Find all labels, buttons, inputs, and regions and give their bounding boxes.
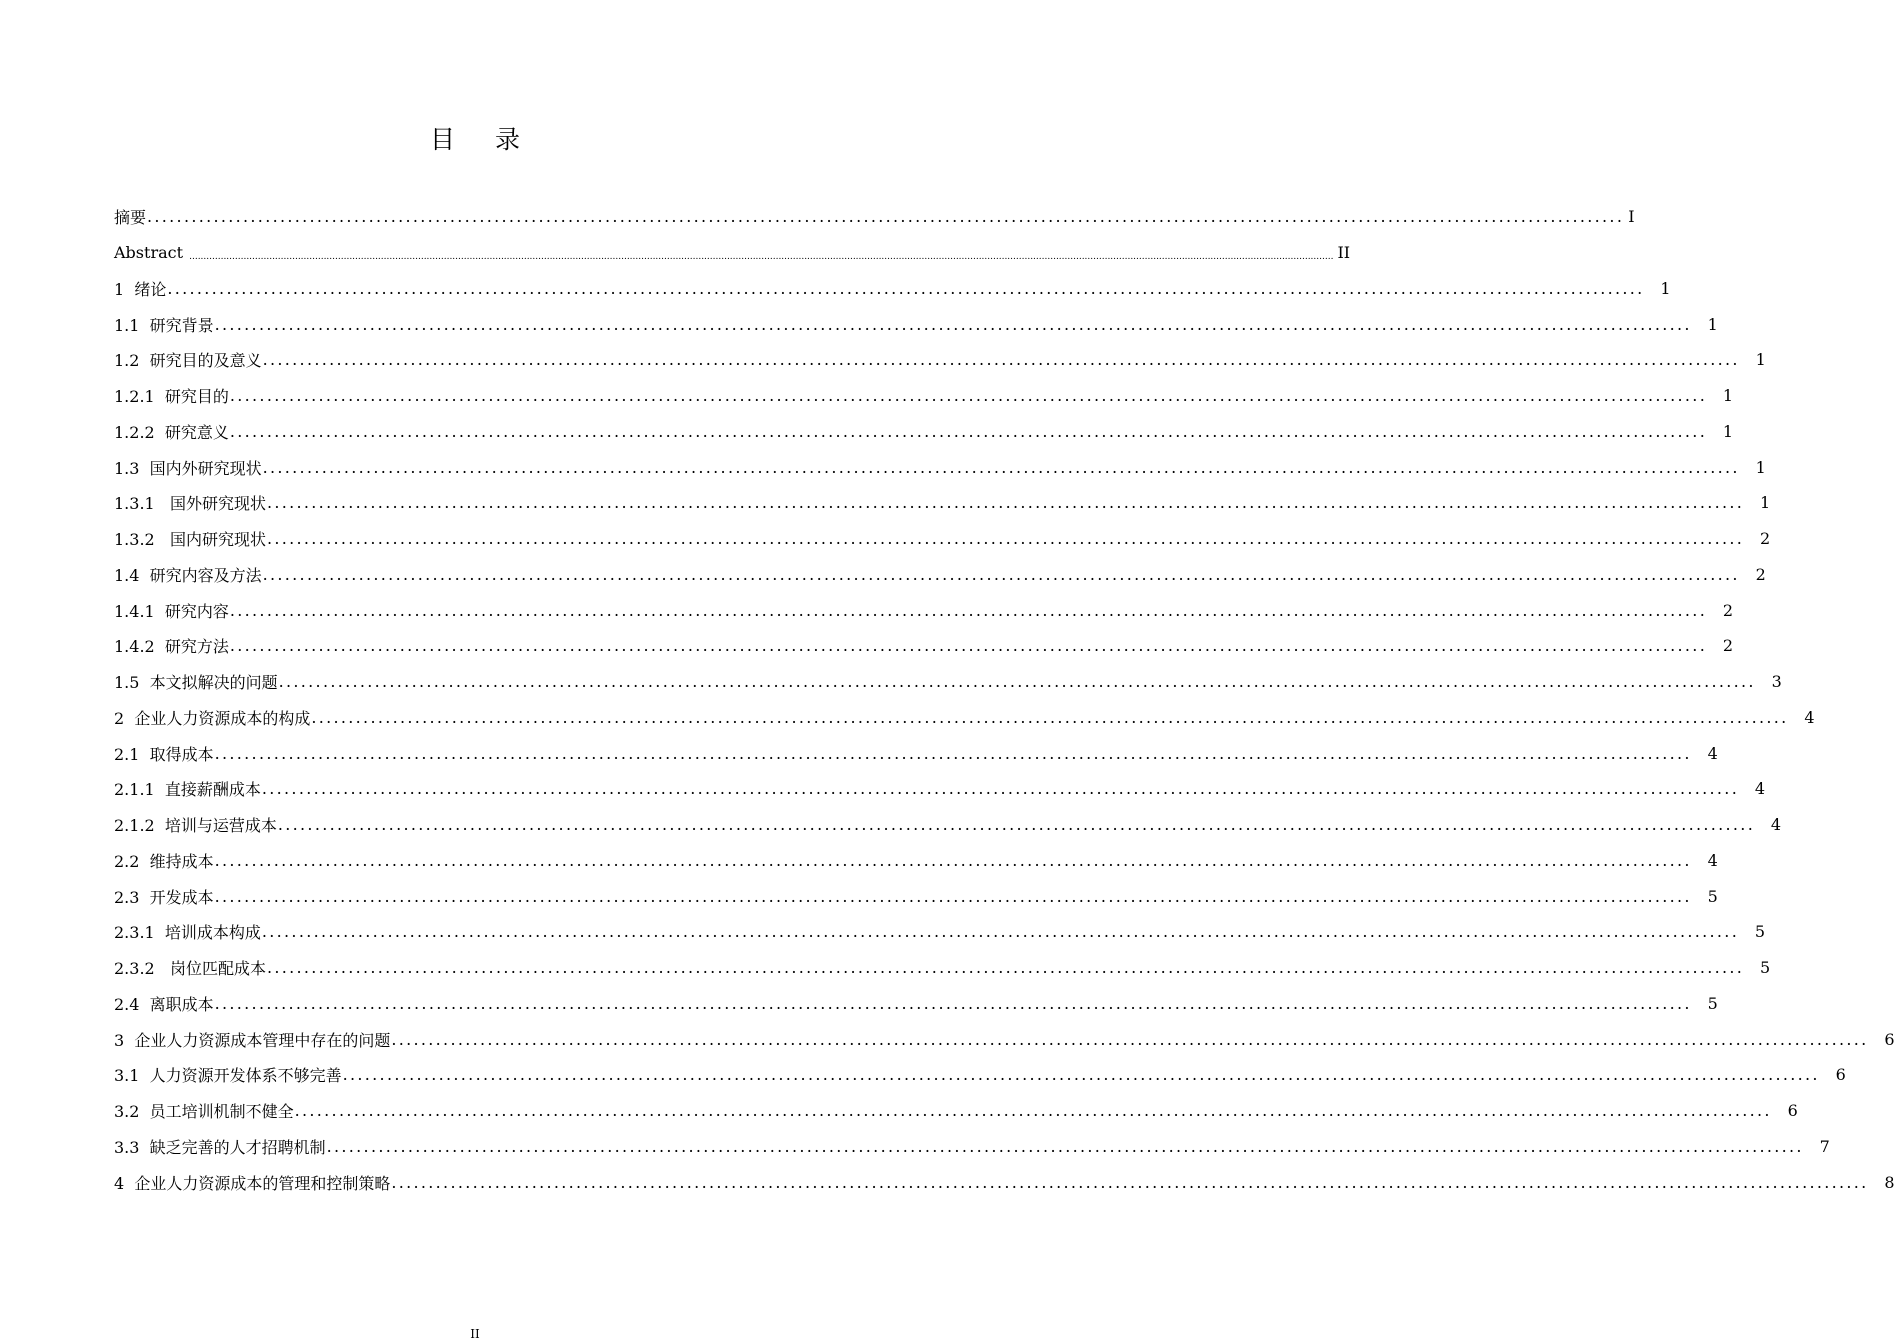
toc-entry-label: 2.2 维持成本	[114, 851, 214, 871]
toc-entry-page: 5	[1707, 993, 1718, 1013]
toc-entry-label: 1 绪论	[114, 279, 167, 299]
toc-entry-page: 4	[1707, 850, 1718, 870]
toc-entry-page: 2	[1759, 529, 1771, 549]
toc-entry-page: 1	[1755, 457, 1766, 477]
toc-dot-leader: ........................................................................................................................................................................................................	[214, 993, 1692, 1013]
toc-entry[interactable]	[114, 521, 1771, 557]
toc-dot-leader: ........................................................................................................................................................................................................	[147, 207, 1625, 227]
toc-dot-leader: ........................................................................................................................................................................................................	[214, 743, 1692, 763]
toc-entry-page: 1	[1759, 493, 1771, 513]
toc-entry-page: 5	[1754, 922, 1766, 942]
toc-entry-page: 4	[1804, 707, 1815, 727]
toc-entry[interactable]	[114, 1093, 1798, 1129]
toc-entry-page: 4	[1754, 779, 1766, 799]
toc-entry-label: 2.1.1 直接薪酬成本	[114, 780, 261, 800]
toc-entry-page: 1	[1722, 421, 1734, 441]
toc-entry-label: 1.2.2 研究意义	[114, 422, 229, 442]
toc-entry-label: 1.2 研究目的及意义	[114, 351, 262, 371]
toc-entry-page: 4	[1707, 743, 1718, 763]
toc-dot-leader: ........................................................................................................................................................................................................	[294, 1101, 1772, 1121]
toc-entry-page: 5	[1759, 958, 1771, 978]
toc-entry[interactable]	[114, 843, 1718, 879]
table-of-contents	[114, 199, 1895, 1200]
toc-dot-leader: ........................................................................................................................................................................................................	[229, 600, 1708, 620]
toc-dot-leader: ........................................................................................................................................................................................................	[229, 386, 1708, 406]
toc-dot-leader: ........................................................................................................................................................................................................	[229, 421, 1708, 441]
toc-entry-label: 1.2.1 研究目的	[114, 387, 229, 407]
toc-entry-page: 2	[1722, 600, 1734, 620]
toc-entry[interactable]	[114, 306, 1718, 342]
toc-entry-label: 3.3 缺乏完善的人才招聘机制	[114, 1137, 326, 1157]
toc-dot-leader: ........................................................................................................................................................................................................	[262, 564, 1740, 584]
toc-dot-leader: ................................................................................................................................................................................................................................................................................................................................................................................................................	[189, 251, 1334, 262]
toc-entry[interactable]	[114, 878, 1718, 914]
toc-dot-leader: ........................................................................................................................................................................................................	[261, 922, 1740, 942]
page-footer-number: II	[470, 1327, 480, 1341]
toc-entry-label: Abstract	[114, 243, 189, 263]
toc-entry-label: 4 企业人力资源成本的管理和控制策略	[114, 1173, 391, 1193]
toc-entry[interactable]	[114, 771, 1766, 807]
toc-entry-label: 3.2 员工培训机制不健全	[114, 1102, 294, 1122]
toc-entry[interactable]	[114, 664, 1782, 700]
toc-dot-leader: ........................................................................................................................................................................................................	[342, 1065, 1820, 1085]
toc-entry-label: 1.3 国内外研究现状	[114, 458, 262, 478]
toc-entry[interactable]	[114, 986, 1718, 1022]
toc-dot-leader: ........................................................................................................................................................................................................	[391, 1029, 1869, 1049]
toc-entry-label: 2.4 离职成本	[114, 994, 214, 1014]
toc-entry-page: 6	[1835, 1065, 1846, 1085]
toc-entry[interactable]	[114, 199, 1635, 235]
toc-entry-label: 2.3.2 岗位匹配成本	[114, 959, 266, 979]
toc-dot-leader: ........................................................................................................................................................................................................	[167, 278, 1645, 298]
toc-entry[interactable]	[114, 485, 1771, 521]
toc-entry-label: 1.1 研究背景	[114, 315, 214, 335]
toc-entry[interactable]	[114, 1164, 1895, 1200]
toc-entry-page: 2	[1755, 564, 1766, 584]
toc-entry-label: 1.3.2 国内研究现状	[114, 530, 266, 550]
toc-dot-leader: ........................................................................................................................................................................................................	[278, 672, 1756, 692]
toc-entry-label: 2 企业人力资源成本的构成	[114, 708, 311, 728]
toc-entry[interactable]	[114, 1021, 1895, 1057]
toc-entry-page: 5	[1707, 886, 1718, 906]
toc-entry[interactable]	[114, 557, 1766, 593]
toc-entry-page: 1	[1660, 278, 1671, 298]
toc-entry[interactable]	[114, 807, 1782, 843]
toc-dot-leader: ........................................................................................................................................................................................................	[391, 1172, 1869, 1192]
toc-entry[interactable]	[114, 235, 1351, 271]
toc-entry[interactable]	[114, 950, 1771, 986]
toc-entry-label: 1.5 本文拟解决的问题	[114, 673, 278, 693]
toc-entry-page: 6	[1884, 1029, 1895, 1049]
toc-entry[interactable]	[114, 592, 1734, 628]
toc-dot-leader: ........................................................................................................................................................................................................	[214, 850, 1692, 870]
toc-entry-label: 1.4.1 研究内容	[114, 601, 229, 621]
toc-dot-leader: ........................................................................................................................................................................................................	[266, 958, 1745, 978]
toc-entry-page: 7	[1819, 1136, 1830, 1156]
toc-entry-label: 2.1.2 培训与运营成本	[114, 816, 277, 836]
toc-dot-leader: ........................................................................................................................................................................................................	[261, 779, 1740, 799]
toc-entry[interactable]	[114, 735, 1718, 771]
toc-entry-label: 2.1 取得成本	[114, 744, 214, 764]
toc-entry-page: I	[1628, 207, 1635, 227]
toc-entry[interactable]	[114, 378, 1734, 414]
toc-entry[interactable]	[114, 271, 1671, 307]
toc-entry[interactable]	[114, 628, 1734, 664]
toc-entry[interactable]	[114, 414, 1734, 450]
toc-title: 目 录	[430, 125, 536, 154]
toc-entry-page: 1	[1722, 386, 1734, 406]
toc-entry-label: 3.1 人力资源开发体系不够完善	[114, 1066, 342, 1086]
toc-dot-leader: ........................................................................................................................................................................................................	[262, 457, 1740, 477]
toc-entry-page: 8	[1884, 1172, 1895, 1192]
toc-entry[interactable]	[114, 914, 1766, 950]
toc-dot-leader: ........................................................................................................................................................................................................	[214, 314, 1692, 334]
toc-dot-leader: ........................................................................................................................................................................................................	[277, 815, 1756, 835]
toc-entry-page: 1	[1707, 314, 1718, 334]
toc-entry-label: 1.4.2 研究方法	[114, 637, 229, 657]
toc-entry[interactable]	[114, 1129, 1830, 1165]
toc-entry-page: 4	[1770, 815, 1782, 835]
toc-entry-page: 1	[1755, 350, 1766, 370]
toc-entry-page: II	[1337, 243, 1351, 263]
toc-entry-label: 摘要	[114, 208, 147, 228]
toc-dot-leader: ........................................................................................................................................................................................................	[326, 1136, 1804, 1156]
toc-dot-leader: ........................................................................................................................................................................................................	[311, 707, 1789, 727]
toc-dot-leader: ........................................................................................................................................................................................................	[214, 886, 1692, 906]
toc-entry[interactable]	[114, 342, 1766, 378]
toc-entry[interactable]	[114, 449, 1766, 485]
toc-dot-leader: ........................................................................................................................................................................................................	[266, 529, 1745, 549]
toc-entry-label: 1.3.1 国外研究现状	[114, 494, 266, 514]
toc-entry-page: 2	[1722, 636, 1734, 656]
toc-entry-page: 6	[1787, 1101, 1798, 1121]
toc-entry-label: 1.4 研究内容及方法	[114, 565, 262, 585]
toc-entry-label: 2.3 开发成本	[114, 887, 214, 907]
toc-entry-label: 2.3.1 培训成本构成	[114, 923, 261, 943]
toc-dot-leader: ........................................................................................................................................................................................................	[229, 636, 1708, 656]
toc-entry-label: 3 企业人力资源成本管理中存在的问题	[114, 1030, 391, 1050]
toc-entry[interactable]	[114, 1057, 1846, 1093]
toc-dot-leader: ........................................................................................................................................................................................................	[262, 350, 1740, 370]
toc-entry-page: 3	[1771, 672, 1782, 692]
toc-dot-leader: ........................................................................................................................................................................................................	[266, 493, 1745, 513]
toc-entry[interactable]	[114, 700, 1815, 736]
